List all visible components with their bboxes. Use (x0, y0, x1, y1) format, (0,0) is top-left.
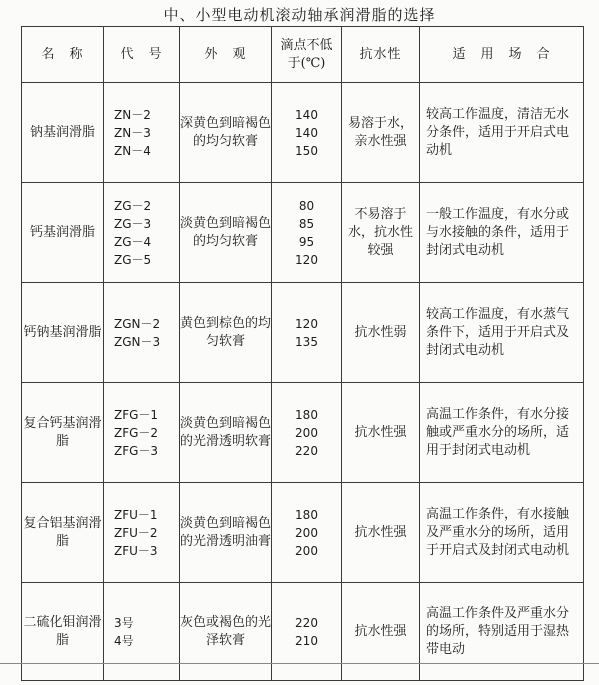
cell-name: 二硫化钼润滑脂 (22, 583, 104, 681)
cell-water-resistance: 抗水性强 (342, 483, 420, 583)
cell-dropping-point: 120 135 (272, 283, 342, 383)
cell-dropping-point: 140 140 150 (272, 83, 342, 183)
header-appearance: 外 观 (180, 27, 272, 83)
table-row (22, 583, 584, 681)
cell-application: 高温工作条件及严重水分的场所，特别适用于湿热带电动 (420, 583, 584, 681)
cell-water-resistance: 易溶于水，亲水性强 (342, 83, 420, 183)
cell-water-resistance: 抗水性弱 (342, 283, 420, 383)
cell-dropping-point: 180 200 200 (272, 483, 342, 583)
cell-appearance: 淡黄色到暗褐色的均匀软膏 (180, 183, 272, 283)
table-row (22, 483, 584, 583)
cell-appearance: 深黄色到暗褐色的均匀软膏 (180, 83, 272, 183)
cell-dropping-point: 80 85 95 120 (272, 183, 342, 283)
cell-water-resistance: 抗水性强 (342, 583, 420, 681)
cell-name: 钙钠基润滑脂 (22, 283, 104, 383)
cell-appearance: 黄色到棕色的均匀软膏 (180, 283, 272, 383)
header-water-resistance: 抗水性 (342, 27, 420, 83)
cell-application: 较高工作温度，有水蒸气条件下，适用于开启式及封闭式电动机 (420, 283, 584, 383)
cell-code: ZN－2 ZN－3 ZN－4 (104, 83, 180, 183)
cell-application: 较高工作温度，清洁无水分条件，适用于开启式电动机 (420, 83, 584, 183)
cell-appearance: 淡黄色到暗褐色的光滑透明油膏 (180, 483, 272, 583)
cell-code: 3号 4号 (104, 583, 180, 681)
table-row (22, 83, 584, 183)
cell-code: ZG－2 ZG－3 ZG－4 ZG－5 (104, 183, 180, 283)
cell-name: 复合钙基润滑脂 (22, 383, 104, 483)
cell-appearance: 灰色或褐色的光泽软膏 (180, 583, 272, 681)
grease-selection-table (21, 26, 584, 681)
cell-code: ZFG－1 ZFG－2 ZFG－3 (104, 383, 180, 483)
page-bottom-rule (0, 663, 599, 664)
cell-appearance: 淡黄色到暗褐色的光滑透明软膏 (180, 383, 272, 483)
table-row (22, 283, 584, 383)
cell-dropping-point: 220 210 (272, 583, 342, 681)
cell-dropping-point: 180 200 220 (272, 383, 342, 483)
cell-code: ZFU－1 ZFU－2 ZFU－3 (104, 483, 180, 583)
cell-application: 一般工作温度，有水分或与水接触的条件，适用于封闭式电动机 (420, 183, 584, 283)
cell-code: ZGN－2 ZGN－3 (104, 283, 180, 383)
cell-name: 钠基润滑脂 (22, 83, 104, 183)
cell-application: 高温工作条件，有水分接触或严重水分的场所，适用于封闭式电动机 (420, 383, 584, 483)
cell-name: 复合铝基润滑脂 (22, 483, 104, 583)
header-application: 适 用 场 合 (420, 27, 584, 83)
header-row (22, 27, 584, 83)
cell-name: 钙基润滑脂 (22, 183, 104, 283)
table-row (22, 383, 584, 483)
cell-water-resistance: 不易溶于水，抗水性较强 (342, 183, 420, 283)
header-name: 名 称 (22, 27, 104, 83)
cell-water-resistance: 抗水性强 (342, 383, 420, 483)
header-dropping-point: 滴点不低于(℃) (272, 27, 342, 83)
cell-application: 高温工作条件，有水接触及严重水分的场所，适用于开启式及封闭式电动机 (420, 483, 584, 583)
table-title: 中、小型电动机滚动轴承润滑脂的选择 (163, 6, 436, 24)
header-code: 代 号 (104, 27, 180, 83)
table-row (22, 183, 584, 283)
